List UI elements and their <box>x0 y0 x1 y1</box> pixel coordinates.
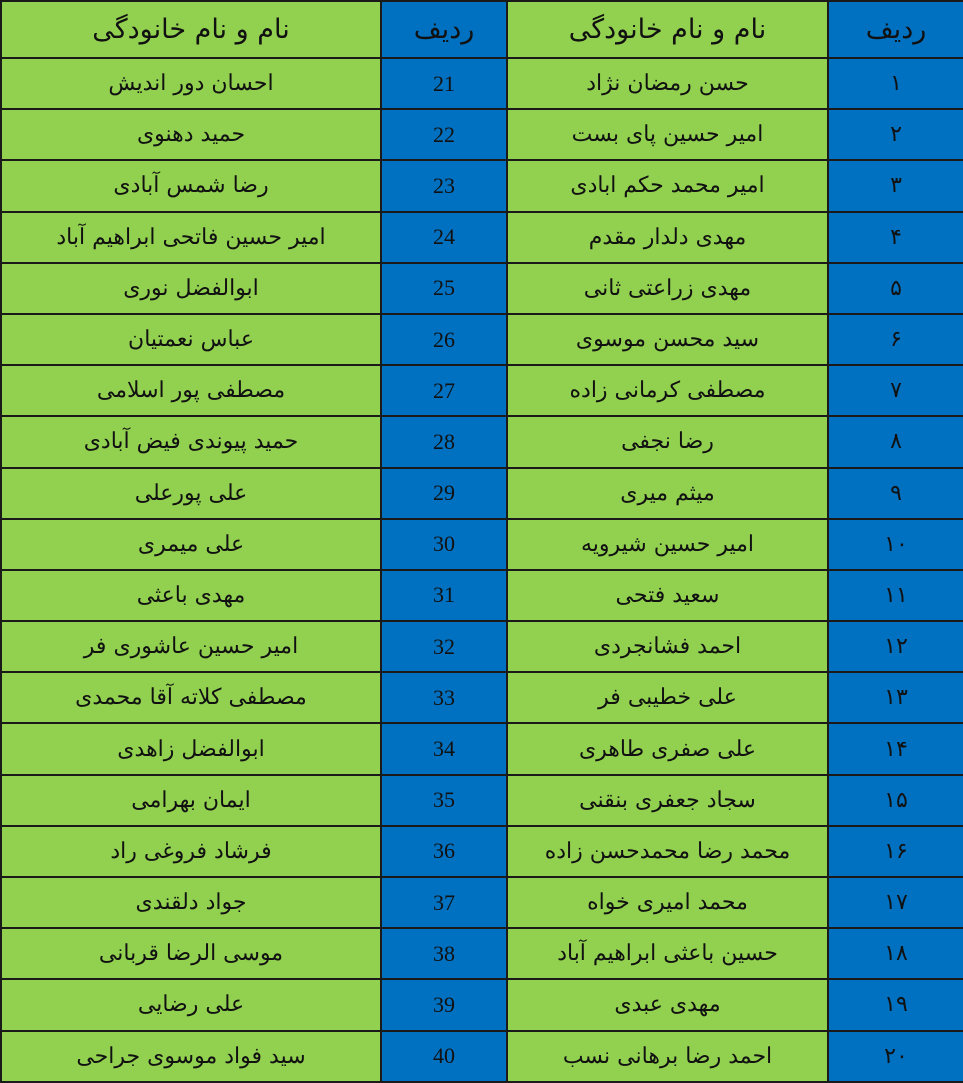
left-name-cell: فرشاد فروغی راد <box>1 826 381 877</box>
left-name-cell: امیر حسین فاتحی ابراهیم آباد <box>1 212 381 263</box>
table-row <box>1 979 963 1030</box>
table-row <box>1 160 963 211</box>
right-row-number: ۱۷ <box>828 877 963 928</box>
left-row-number: 39 <box>381 979 507 1030</box>
table-row <box>1 826 963 877</box>
right-row-number: ۴ <box>828 212 963 263</box>
header-row-number-right: ردیف <box>828 1 963 58</box>
right-row-number: ۱۳ <box>828 672 963 723</box>
left-row-number: 33 <box>381 672 507 723</box>
header-row-number-left: ردیف <box>381 1 507 58</box>
right-name-cell: امیر محمد حکم ابادی <box>507 160 828 211</box>
right-row-number: ۲۰ <box>828 1031 963 1082</box>
right-name-cell: احمد رضا برهانی نسب <box>507 1031 828 1082</box>
left-row-number: 38 <box>381 928 507 979</box>
left-name-cell: ایمان بهرامی <box>1 775 381 826</box>
left-row-number: 30 <box>381 519 507 570</box>
left-name-cell: ابوالفضل نوری <box>1 263 381 314</box>
table-row <box>1 314 963 365</box>
right-row-number: ۱۸ <box>828 928 963 979</box>
right-row-number: ۳ <box>828 160 963 211</box>
left-name-cell: مصطفی پور اسلامی <box>1 365 381 416</box>
left-name-cell: علی پورعلی <box>1 468 381 519</box>
right-row-number: ۶ <box>828 314 963 365</box>
left-row-number: 25 <box>381 263 507 314</box>
left-name-cell: علی رضایی <box>1 979 381 1030</box>
table-row <box>1 877 963 928</box>
table-row <box>1 775 963 826</box>
left-row-number: 40 <box>381 1031 507 1082</box>
right-name-cell: سجاد جعفری بنقنی <box>507 775 828 826</box>
right-name-cell: مهدی عبدی <box>507 979 828 1030</box>
right-name-cell: علی خطیبی فر <box>507 672 828 723</box>
left-row-number: 24 <box>381 212 507 263</box>
left-name-cell: مهدی باعثی <box>1 570 381 621</box>
left-name-cell: رضا شمس آبادی <box>1 160 381 211</box>
table-row <box>1 416 963 467</box>
header-name-right: نام و نام خانودگی <box>507 1 828 58</box>
table-row <box>1 570 963 621</box>
left-row-number: 31 <box>381 570 507 621</box>
table-row <box>1 723 963 774</box>
left-row-number: 23 <box>381 160 507 211</box>
right-row-number: ۱۲ <box>828 621 963 672</box>
right-row-number: ۱۹ <box>828 979 963 1030</box>
left-name-cell: حمید پیوندی فیض آبادی <box>1 416 381 467</box>
table-row <box>1 519 963 570</box>
left-name-cell: مصطفی کلاته آقا محمدی <box>1 672 381 723</box>
right-row-number: ۱۶ <box>828 826 963 877</box>
left-row-number: 27 <box>381 365 507 416</box>
table-row <box>1 263 963 314</box>
right-name-cell: محمد امیری خواه <box>507 877 828 928</box>
right-name-cell: میثم میری <box>507 468 828 519</box>
left-name-cell: احسان دور اندیش <box>1 58 381 109</box>
left-name-cell: موسی الرضا قربانی <box>1 928 381 979</box>
right-name-cell: مهدی دلدار مقدم <box>507 212 828 263</box>
left-row-number: 28 <box>381 416 507 467</box>
table-row <box>1 109 963 160</box>
right-name-cell: احمد فشانجردی <box>507 621 828 672</box>
roster-body <box>1 58 963 1082</box>
left-name-cell: ابوالفضل زاهدی <box>1 723 381 774</box>
left-row-number: 29 <box>381 468 507 519</box>
header-name-left: نام و نام خانودگی <box>1 1 381 58</box>
left-row-number: 22 <box>381 109 507 160</box>
table-row <box>1 672 963 723</box>
right-row-number: ۹ <box>828 468 963 519</box>
left-name-cell: جواد دلقندی <box>1 877 381 928</box>
left-name-cell: سید فواد موسوی جراحی <box>1 1031 381 1082</box>
right-name-cell: امیر حسین پای بست <box>507 109 828 160</box>
right-name-cell: سید محسن موسوی <box>507 314 828 365</box>
left-row-number: 36 <box>381 826 507 877</box>
right-name-cell: سعید فتحی <box>507 570 828 621</box>
left-row-number: 35 <box>381 775 507 826</box>
right-row-number: ۸ <box>828 416 963 467</box>
left-row-number: 32 <box>381 621 507 672</box>
table-row <box>1 1031 963 1082</box>
table-row <box>1 212 963 263</box>
left-row-number: 21 <box>381 58 507 109</box>
right-name-cell: مهدی زراعتی ثانی <box>507 263 828 314</box>
table-row <box>1 468 963 519</box>
left-name-cell: حمید دهنوی <box>1 109 381 160</box>
right-row-number: ۱۴ <box>828 723 963 774</box>
table-row <box>1 928 963 979</box>
right-name-cell: امیر حسین شیرویه <box>507 519 828 570</box>
right-name-cell: حسین باعثی ابراهیم آباد <box>507 928 828 979</box>
right-row-number: ۷ <box>828 365 963 416</box>
right-row-number: ۱۵ <box>828 775 963 826</box>
right-row-number: ۲ <box>828 109 963 160</box>
left-name-cell: امیر حسین عاشوری فر <box>1 621 381 672</box>
right-name-cell: رضا نجفی <box>507 416 828 467</box>
right-name-cell: حسن رمضان نژاد <box>507 58 828 109</box>
right-name-cell: مصطفی کرمانی زاده <box>507 365 828 416</box>
header-row <box>1 1 963 58</box>
left-row-number: 26 <box>381 314 507 365</box>
right-row-number: ۱۰ <box>828 519 963 570</box>
right-name-cell: محمد رضا محمدحسن زاده <box>507 826 828 877</box>
table-row <box>1 365 963 416</box>
left-name-cell: عباس نعمتیان <box>1 314 381 365</box>
left-row-number: 37 <box>381 877 507 928</box>
left-name-cell: علی میمری <box>1 519 381 570</box>
left-row-number: 34 <box>381 723 507 774</box>
right-row-number: ۵ <box>828 263 963 314</box>
right-row-number: ۱ <box>828 58 963 109</box>
right-row-number: ۱۱ <box>828 570 963 621</box>
table-row <box>1 58 963 109</box>
right-name-cell: علی صفری طاهری <box>507 723 828 774</box>
table-row <box>1 621 963 672</box>
